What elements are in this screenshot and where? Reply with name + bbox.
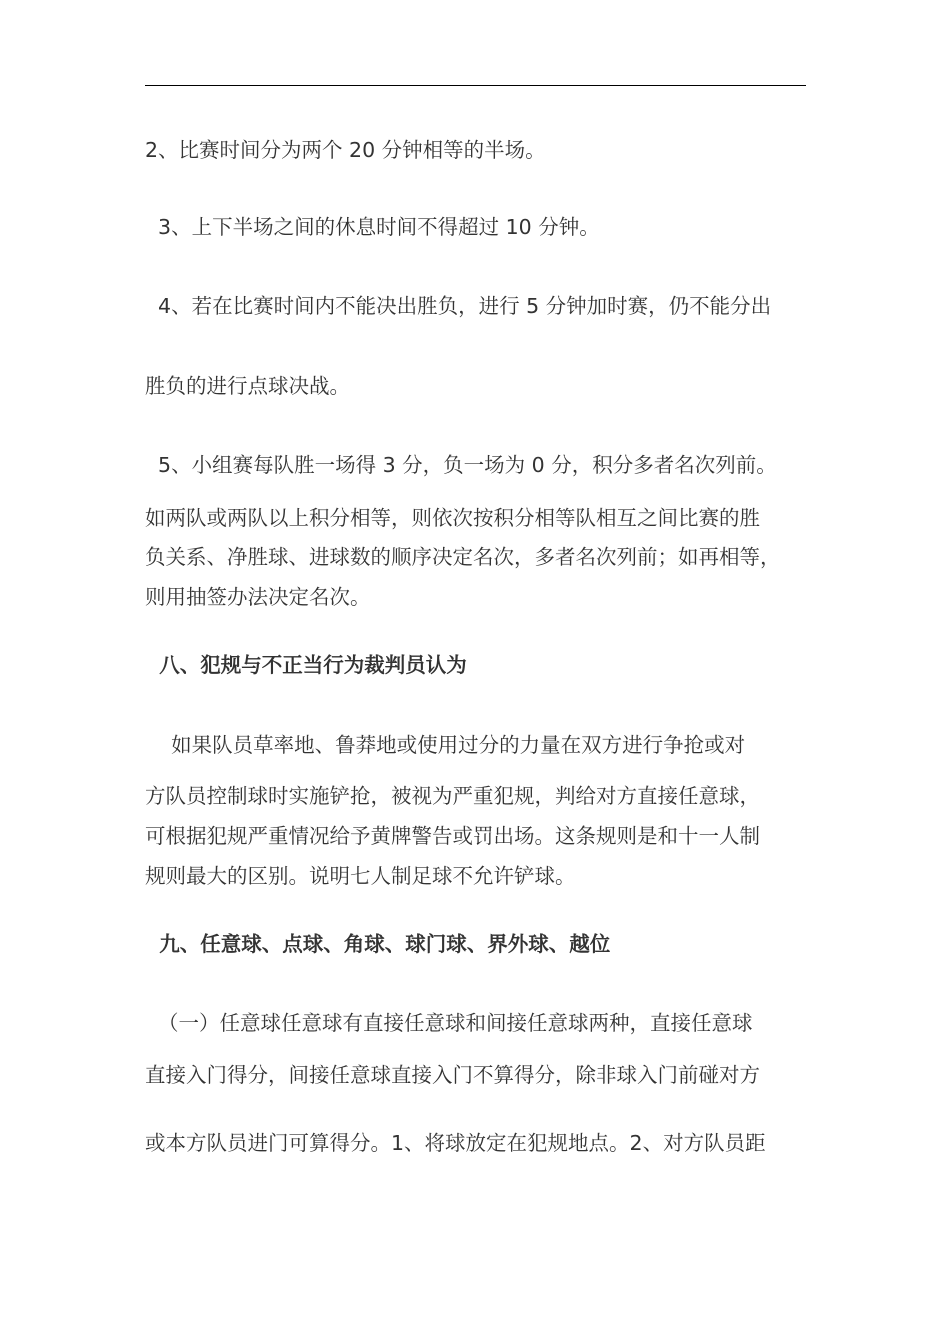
section-heading-8: 八、犯规与不正当行为裁判员认为 bbox=[145, 653, 467, 677]
text-line-5: 5、小组赛每队胜一场得 3 分，负一场为 0 分，积分多者名次列前。 bbox=[145, 453, 777, 477]
text-line-4: 胜负的进行点球决战。 bbox=[145, 374, 350, 398]
text-line-1: 2、比赛时间分为两个 20 分钟相等的半场。 bbox=[145, 138, 546, 162]
text-line-8: 则用抽签办法决定名次。 bbox=[145, 585, 371, 609]
section-heading-9: 九、任意球、点球、角球、球门球、界外球、越位 bbox=[145, 932, 611, 956]
text-line-16: 直接入门得分，间接任意球直接入门不算得分，除非球入门前碰对方 bbox=[145, 1063, 760, 1087]
text-line-7: 负关系、净胜球、进球数的顺序决定名次，多者名次列前；如再相等， bbox=[145, 545, 781, 569]
text-line-3: 4、若在比赛时间内不能决出胜负，进行 5 分钟加时赛，仍不能分出 bbox=[145, 294, 772, 318]
header-rule bbox=[145, 85, 806, 86]
text-line-11: 方队员控制球时实施铲抢，被视为严重犯规，判给对方直接任意球， bbox=[145, 784, 760, 808]
text-line-17: 或本方队员进门可算得分。1、将球放定在犯规地点。2、对方队员距 bbox=[145, 1131, 766, 1155]
text-line-15: （一）任意球任意球有直接任意球和间接任意球两种，直接任意球 bbox=[145, 1011, 753, 1035]
text-line-13: 规则最大的区别。说明七人制足球不允许铲球。 bbox=[145, 864, 576, 888]
text-line-2: 3、上下半场之间的休息时间不得超过 10 分钟。 bbox=[145, 215, 600, 239]
text-line-6: 如两队或两队以上积分相等，则依次按积分相等队相互之间比赛的胜 bbox=[145, 506, 760, 530]
text-line-12: 可根据犯规严重情况给予黄牌警告或罚出场。这条规则是和十一人制 bbox=[145, 824, 760, 848]
text-line-10: 如果队员草率地、鲁莽地或使用过分的力量在双方进行争抢或对 bbox=[145, 733, 746, 757]
